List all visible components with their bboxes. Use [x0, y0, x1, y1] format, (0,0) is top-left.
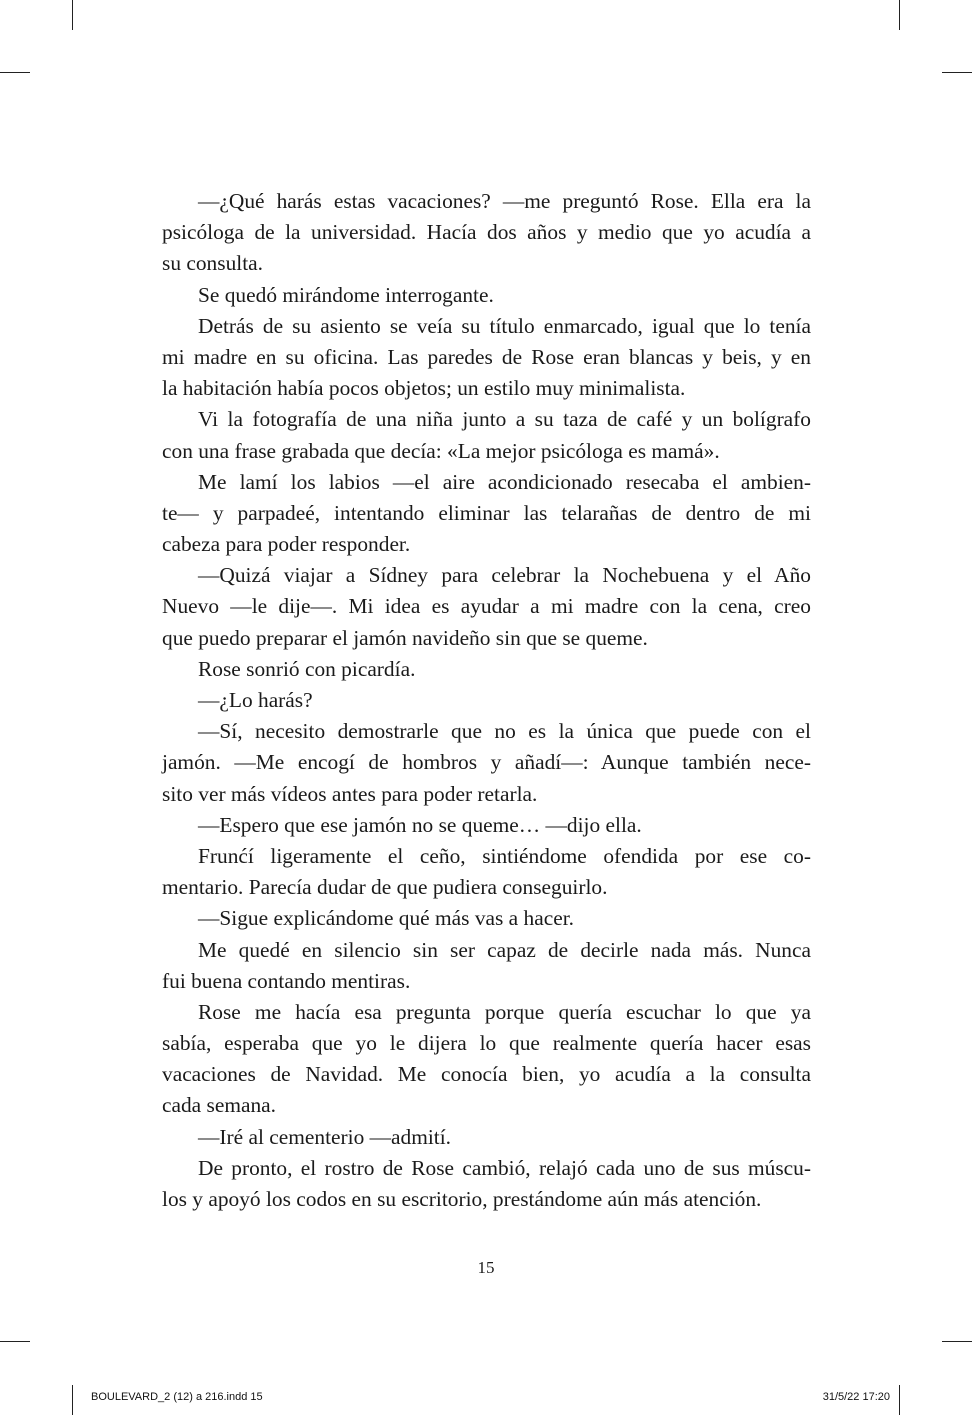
crop-mark-left-bottom	[0, 1341, 30, 1342]
text-line: con una frase grabada que decía: «La mejor psicóloga es mamá».	[162, 438, 720, 463]
text-line: Detrás de su asiento se veía su título enmarcado, igual que lo tenía	[198, 313, 811, 338]
text-line: fui buena contando mentiras.	[162, 968, 411, 993]
text-line: —¿Lo harás?	[198, 688, 313, 712]
text-line: Se quedó mirándome interrogante.	[198, 282, 494, 307]
slug-file-name: BOULEVARD_2 (12) a 216.indd 15	[91, 1391, 263, 1403]
text-line: su consulta.	[162, 251, 263, 276]
text-line: que puedo preparar el jamón navideño sin que se queme.	[162, 625, 648, 650]
text-line: —¿Qué harás estas vacaciones? —me preguntó Rose. Ella era la	[198, 189, 811, 213]
text-line: cada semana.	[162, 1093, 277, 1118]
text-line: mentario. Parecía dudar de que pudiera conseguirlo.	[162, 875, 608, 900]
text-line: —Iré al cementerio —admití.	[198, 1124, 452, 1149]
crop-mark-bottom-right	[899, 1385, 900, 1415]
crop-mark-right-top	[942, 72, 972, 73]
text-line: —Espero que ese jamón no se queme… —dijo ella.	[198, 812, 642, 837]
crop-mark-bottom-left	[72, 1385, 73, 1415]
body-text	[162, 186, 811, 1215]
text-line: sito ver más vídeos antes para poder retarla.	[162, 781, 538, 806]
text-line: los y apoyó los codos en su escritorio, prestándome aún más atención.	[162, 1187, 762, 1211]
text-line: te— y parpadeé, intentando eliminar las telarañas de dentro de mi	[162, 500, 811, 525]
text-line: psicóloga de la universidad. Hacía dos años y medio que yo acudía a	[162, 220, 811, 245]
text-line: vacaciones de Navidad. Me conocía bien, yo acudía a la consulta	[162, 1062, 811, 1087]
text-line: —Sí, necesito demostrarle que no es la única que puede con el	[198, 719, 811, 744]
crop-mark-left-top	[0, 72, 30, 73]
text-line: sabía, esperaba que yo le dijera lo que realmente quería hacer esas	[162, 1031, 811, 1056]
text-line: Nuevo —le dije—. Mi idea es ayudar a mi madre con la cena, creo	[162, 594, 811, 619]
text-line: jamón. —Me encogí de hombros y añadí—: Aunque también nece-	[162, 750, 811, 775]
text-line: cabeza para poder responder.	[162, 532, 411, 557]
text-line: Vi la fotografía de una niña junto a su taza de café y un bolígrafo	[198, 407, 811, 432]
text-line: —Quizá viajar a Sídney para celebrar la Nochebuena y el Año	[198, 563, 811, 588]
slug-timestamp: 31/5/22 17:20	[822, 1391, 890, 1403]
text-line: Rose sonrió con picardía.	[198, 656, 416, 681]
text-line: la habitación había pocos objetos; un estilo muy minimalista.	[162, 376, 686, 401]
text-line: Me lamí los labios —el aire acondicionado resecaba el ambien-	[198, 469, 811, 494]
crop-mark-right-bottom	[942, 1341, 972, 1342]
crop-mark-top-right	[899, 0, 900, 30]
text-line: Rose me hacía esa pregunta porque quería escuchar lo que ya	[198, 999, 811, 1024]
crop-mark-top-left	[72, 0, 73, 30]
text-line: mi madre en su oficina. Las paredes de Rose eran blancas y beis, y en	[162, 344, 811, 369]
page-number: 15	[477, 1258, 495, 1277]
text-line: Frunćí ligeramente el ceño, sintiéndome ofendida por ese co-	[198, 843, 811, 868]
text-line: De pronto, el rostro de Rose cambió, relajó cada uno de sus múscu-	[198, 1155, 811, 1180]
text-line: —Sigue explicándome qué más vas a hacer.	[198, 906, 574, 931]
text-line: Me quedé en silencio sin ser capaz de decirle nada más. Nunca	[198, 937, 811, 962]
